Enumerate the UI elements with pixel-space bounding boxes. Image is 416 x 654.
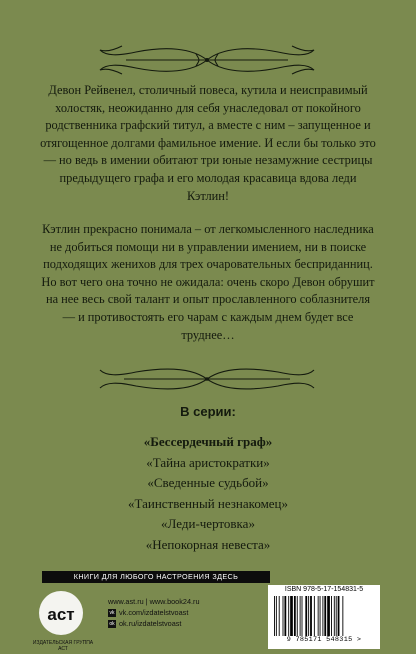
series-heading: В серии: [180,404,236,419]
series-book-title: «Бессердечный граф» [143,434,273,449]
barcode-bar [274,596,275,636]
barcode-bar [334,596,335,636]
middle-flourish-ornament [96,362,318,396]
vk-icon: vk [109,609,115,616]
publisher-name: ИЗДАТЕЛЬСКАЯ ГРУППА АСТ [32,640,94,652]
barcode-bar [288,596,289,636]
ok-link[interactable]: ok ok.ru/izdatelstvoast [109,619,182,628]
barcode-bar [331,596,332,636]
barcode-bar [305,596,307,636]
barcode-bar [314,596,315,636]
barcode-bar [308,596,309,636]
publisher-tagline: КНИГИ ДЛЯ ЛЮБОГО НАСТРОЕНИЯ ЗДЕСЬ [42,571,270,583]
barcode-bar [297,596,298,636]
publisher-links [108,596,200,629]
barcode-bar [318,596,319,636]
ast-logo-text: аст [47,605,75,624]
website-link[interactable]: www.ast.ru | www.book24.ru [108,597,200,606]
isbn-number: ISBN 978-5-17-154831-5 [284,586,364,593]
synopsis-paragraph-2: Кэтлин прекрасно понимала – от легкомысленного наследника не добиться помощи ни в управлении имением, ни в поиске подходящих женихов для трех очаровательных бесприданниц. Но вот чего она точно не ожидала: очень скоро Девон обрушит на нее весь свой талант и опыт прославленного соблазнителя — и противостоять его чарам с каждым днем будет все труднее… [41,222,375,342]
barcode-bar [320,596,321,636]
barcode-bar [276,596,277,636]
barcode-bar [279,596,280,636]
barcode-bar [283,596,284,636]
barcode-bars [274,596,374,636]
series-book-title: «Сведенные судьбой» [147,475,269,491]
series-book-title: «Таинственный незнакомец» [127,495,289,511]
barcode-bar [284,596,286,636]
ok-icon: ok [109,620,115,627]
series-book-title: «Тайна аристократки» [146,454,270,470]
barcode-bar [322,596,323,636]
barcode-bar [327,596,330,636]
synopsis-paragraph-1: Девон Рейвенел, столичный повеса, кутила и неисправимый холостяк, неожиданно для себя унаследовал от покойного родственника графский титул, а вместе с ним – запущенное и отягощенное долгами фамильное имение. И если бы только это — но ведь в имении обитают три юные незамужние сестрицы предыдущего графа и его молодая красавица вдова леди Кэтлин! [40,83,376,203]
barcode-bar [300,596,301,636]
barcode-bar [342,596,343,636]
barcode-bar [310,596,312,636]
barcode-bar [290,596,293,636]
barcode-bar [338,596,340,636]
top-flourish-ornament [96,40,318,80]
isbn-barcode [268,585,380,649]
barcode-bar [336,596,337,636]
ast-logo [38,590,84,636]
series-book-title: «Непокорная невеста» [145,536,271,552]
barcode-digits: 9 785171 548315 > [286,636,362,644]
series-book-list [0,432,416,556]
barcode-bar [302,596,303,636]
vk-link[interactable]: vk vk.com/izdatelstvoast [109,608,189,617]
barcode-bar [294,596,296,636]
series-book-title: «Леди-чертовка» [161,516,255,532]
barcode-bar [324,596,326,636]
